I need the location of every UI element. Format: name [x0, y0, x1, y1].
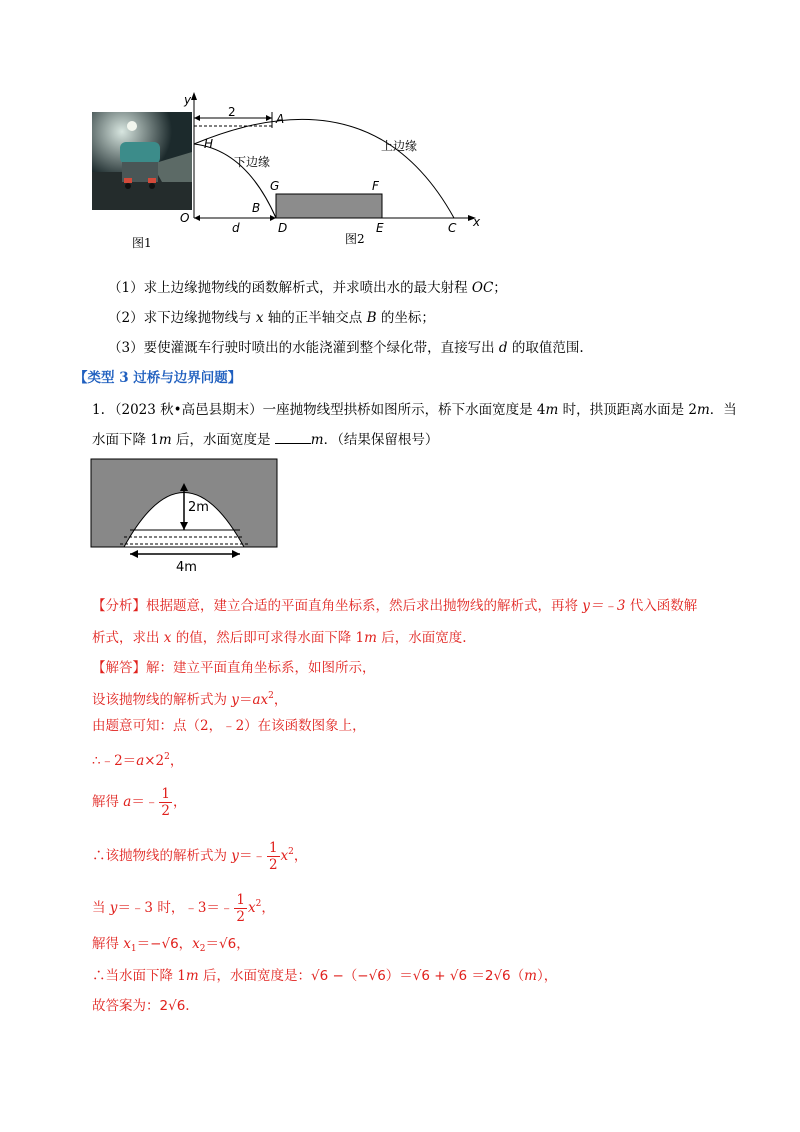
question-1: （1）求上边缘抛物线的函数解析式，并求喷出水的最大射程 OC；: [108, 280, 507, 296]
label-point-a: A: [276, 112, 285, 126]
solution-line-7: 当 y＝﹣3 时，﹣3＝﹣ $\frac{1}{2}$ $x^2$，: [92, 892, 275, 925]
label-dim-2: 2: [228, 105, 236, 119]
label-point-o: O: [180, 211, 190, 225]
label-point-f: F: [372, 179, 379, 193]
label-point-g: G: [270, 179, 280, 193]
dim-2-arrow-right: [266, 115, 272, 121]
greenbelt-rect: [276, 194, 382, 218]
figure-2-caption: 图2: [345, 232, 365, 246]
analysis-line-1: 【分析】根据题意，建立合适的平面直角坐标系，然后求出抛物线的解析式，再将 y＝﹣3 代入函数解: [92, 598, 698, 614]
solution-line-8: 解得 $x_1=-√6$，$x_2=√6$，: [92, 936, 250, 954]
solution-line-9: ∴当水面下降 1m 后，水面宽度是：√6 −（−√6）＝√6 + √6 ＝2√6（m），: [92, 968, 558, 984]
label-point-e: E: [376, 221, 384, 235]
label-width-4m: 4m: [176, 560, 197, 574]
fraction-one-half: $\frac{1}{2}$: [161, 786, 170, 819]
solution-line-6: ∴该抛物线的解析式为 y＝﹣ $\frac{1}{2}$ $x^2$，: [92, 840, 308, 873]
problem-line-1: （2023 秋•高邑县期末）一座抛物线型拱桥如图所示，桥下水面宽度是 4m 时，拱顶距离水面是 2m．当: [108, 402, 737, 418]
label-x-axis: x: [473, 215, 481, 229]
answer-blank[interactable]: [275, 430, 311, 444]
bridge-figure: [90, 458, 280, 574]
y-axis-arrow: [191, 92, 197, 100]
width-arrow-left: [130, 550, 138, 558]
label-point-c: C: [448, 221, 457, 235]
solution-line-10: 故答案为：2√6.: [92, 998, 190, 1014]
fraction-one-half: $\frac{1}{2}$: [236, 892, 246, 925]
question-2: （2）求下边缘抛物线与 x 轴的正半轴交点 B 的坐标；: [108, 310, 435, 326]
question-3: （3）要使灌溉车行驶时喷出的水能浇灌到整个绿化带，直接写出 d 的取值范围.: [108, 340, 584, 356]
label-point-b: B: [252, 201, 261, 215]
solution-line-2: 设该抛物线的解析式为 $y=ax^2$，: [92, 691, 288, 708]
label-point-d: D: [278, 221, 288, 235]
label-lower-edge: 下边缘: [234, 155, 271, 169]
label-upper-edge: 上边缘: [381, 139, 418, 153]
label-height-2m: 2m: [188, 500, 209, 515]
figure-1-caption: 图1: [132, 236, 152, 250]
width-arrow-right: [232, 550, 240, 558]
label-dim-d: d: [232, 221, 240, 235]
figure-2-diagram: [176, 90, 486, 250]
problem-line-2: 水面下降 1m 后，水面宽度是 m．（结果保留根号）: [92, 432, 439, 448]
label-point-h: H: [204, 137, 214, 151]
label-y-axis: y: [184, 93, 192, 107]
solution-line-5: 解得 a＝﹣ $\frac{1}{2}$ ，: [92, 786, 187, 819]
problem-number: 1.: [92, 402, 105, 418]
fraction-one-half: $\frac{1}{2}$: [268, 840, 278, 873]
dim-2-arrow-left: [194, 115, 200, 121]
dim-d-arrow-left: [194, 215, 200, 221]
section-heading: 【类型 3 过桥与边界问题】: [74, 370, 242, 386]
solution-line-3: 由题意可知：点（2，﹣2）在该函数图象上，: [92, 718, 366, 734]
solution-line-1: 【解答】解：建立平面直角坐标系，如图所示，: [92, 660, 376, 676]
analysis-line-2: 析式，求出 x 的值，然后即可求得水面下降 1m 后，水面宽度.: [92, 630, 467, 646]
solution-line-4: $\therefore﹣2=a\times 2^2$，: [92, 752, 184, 769]
